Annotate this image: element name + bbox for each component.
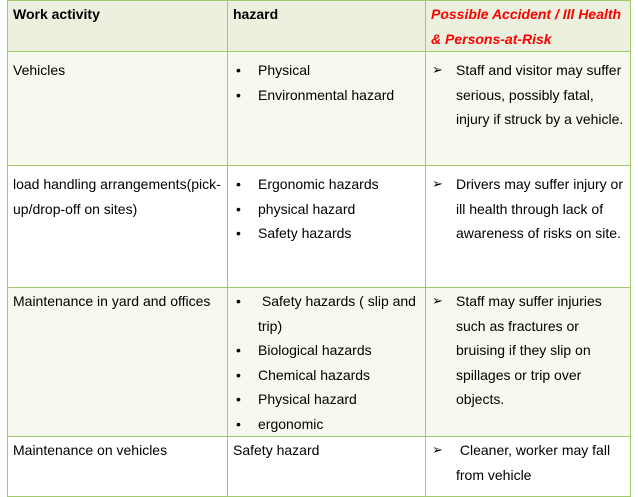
hazard-item: • Ergonomic hazards (233, 172, 421, 197)
activity-text: Maintenance on vehicles (13, 442, 168, 458)
risk-list (431, 289, 626, 412)
header-hazard (228, 1, 426, 52)
header-work-activity-label: Work activity (13, 6, 100, 22)
hazard-cell (228, 437, 426, 497)
hazard-list (233, 172, 421, 246)
risk-cell (426, 52, 631, 166)
risk-item: ➢ Drivers may suffer injury or ill health through lack of awareness of risks on site. (431, 172, 626, 246)
risk-item: ➢ Cleaner, worker may fall from vehicle (431, 438, 626, 487)
hazard-item: • physical hazard (233, 197, 421, 222)
risk-cell (426, 166, 631, 288)
activity-text: Maintenance in yard and offices (13, 293, 211, 309)
header-hazard-label: hazard (233, 6, 279, 22)
hazard-item: • Biological hazards (233, 338, 421, 363)
hazard-table (7, 0, 631, 497)
hazard-item: • Physical (233, 58, 421, 83)
hazard-text: Safety hazard (233, 442, 320, 458)
hazard-item: • Safety hazards ( slip and trip) (233, 289, 421, 338)
table-row (8, 52, 631, 166)
risk-item: ➢ Staff and visitor may suffer serious, possibly fatal, injury if struck by a vehicle. (431, 58, 626, 132)
risk-cell (426, 288, 631, 437)
hazard-item: • Physical hazard (233, 387, 421, 412)
activity-text: load handling arrangements(pick-up/drop-off on sites) (13, 176, 221, 217)
hazard-list (233, 289, 421, 436)
hazard-cell (228, 52, 426, 166)
activity-cell (8, 52, 228, 166)
risk-cell (426, 437, 631, 497)
risk-list (431, 58, 626, 132)
activity-cell (8, 288, 228, 437)
hazard-list (233, 58, 421, 107)
table-header-row (8, 1, 631, 52)
hazard-item: • ergonomic (233, 412, 421, 437)
risk-list (431, 172, 626, 246)
risk-item: ➢ Staff may suffer injuries such as fractures or bruising if they slip on spillages or trip over objects. (431, 289, 626, 412)
hazard-cell (228, 166, 426, 288)
table-row (8, 166, 631, 288)
table-row (8, 288, 631, 437)
hazard-item: • Environmental hazard (233, 83, 421, 108)
risk-list (431, 438, 626, 487)
table-row (8, 437, 631, 497)
header-work-activity (8, 1, 228, 52)
hazard-cell (228, 288, 426, 437)
hazard-item: • Chemical hazards (233, 363, 421, 388)
header-risk (426, 1, 631, 52)
activity-text: Vehicles (13, 62, 66, 78)
activity-cell (8, 437, 228, 497)
header-risk-label: Possible Accident / Ill Health & Persons-at-Risk (431, 6, 622, 47)
activity-cell (8, 166, 228, 288)
hazard-item: • Safety hazards (233, 221, 421, 246)
